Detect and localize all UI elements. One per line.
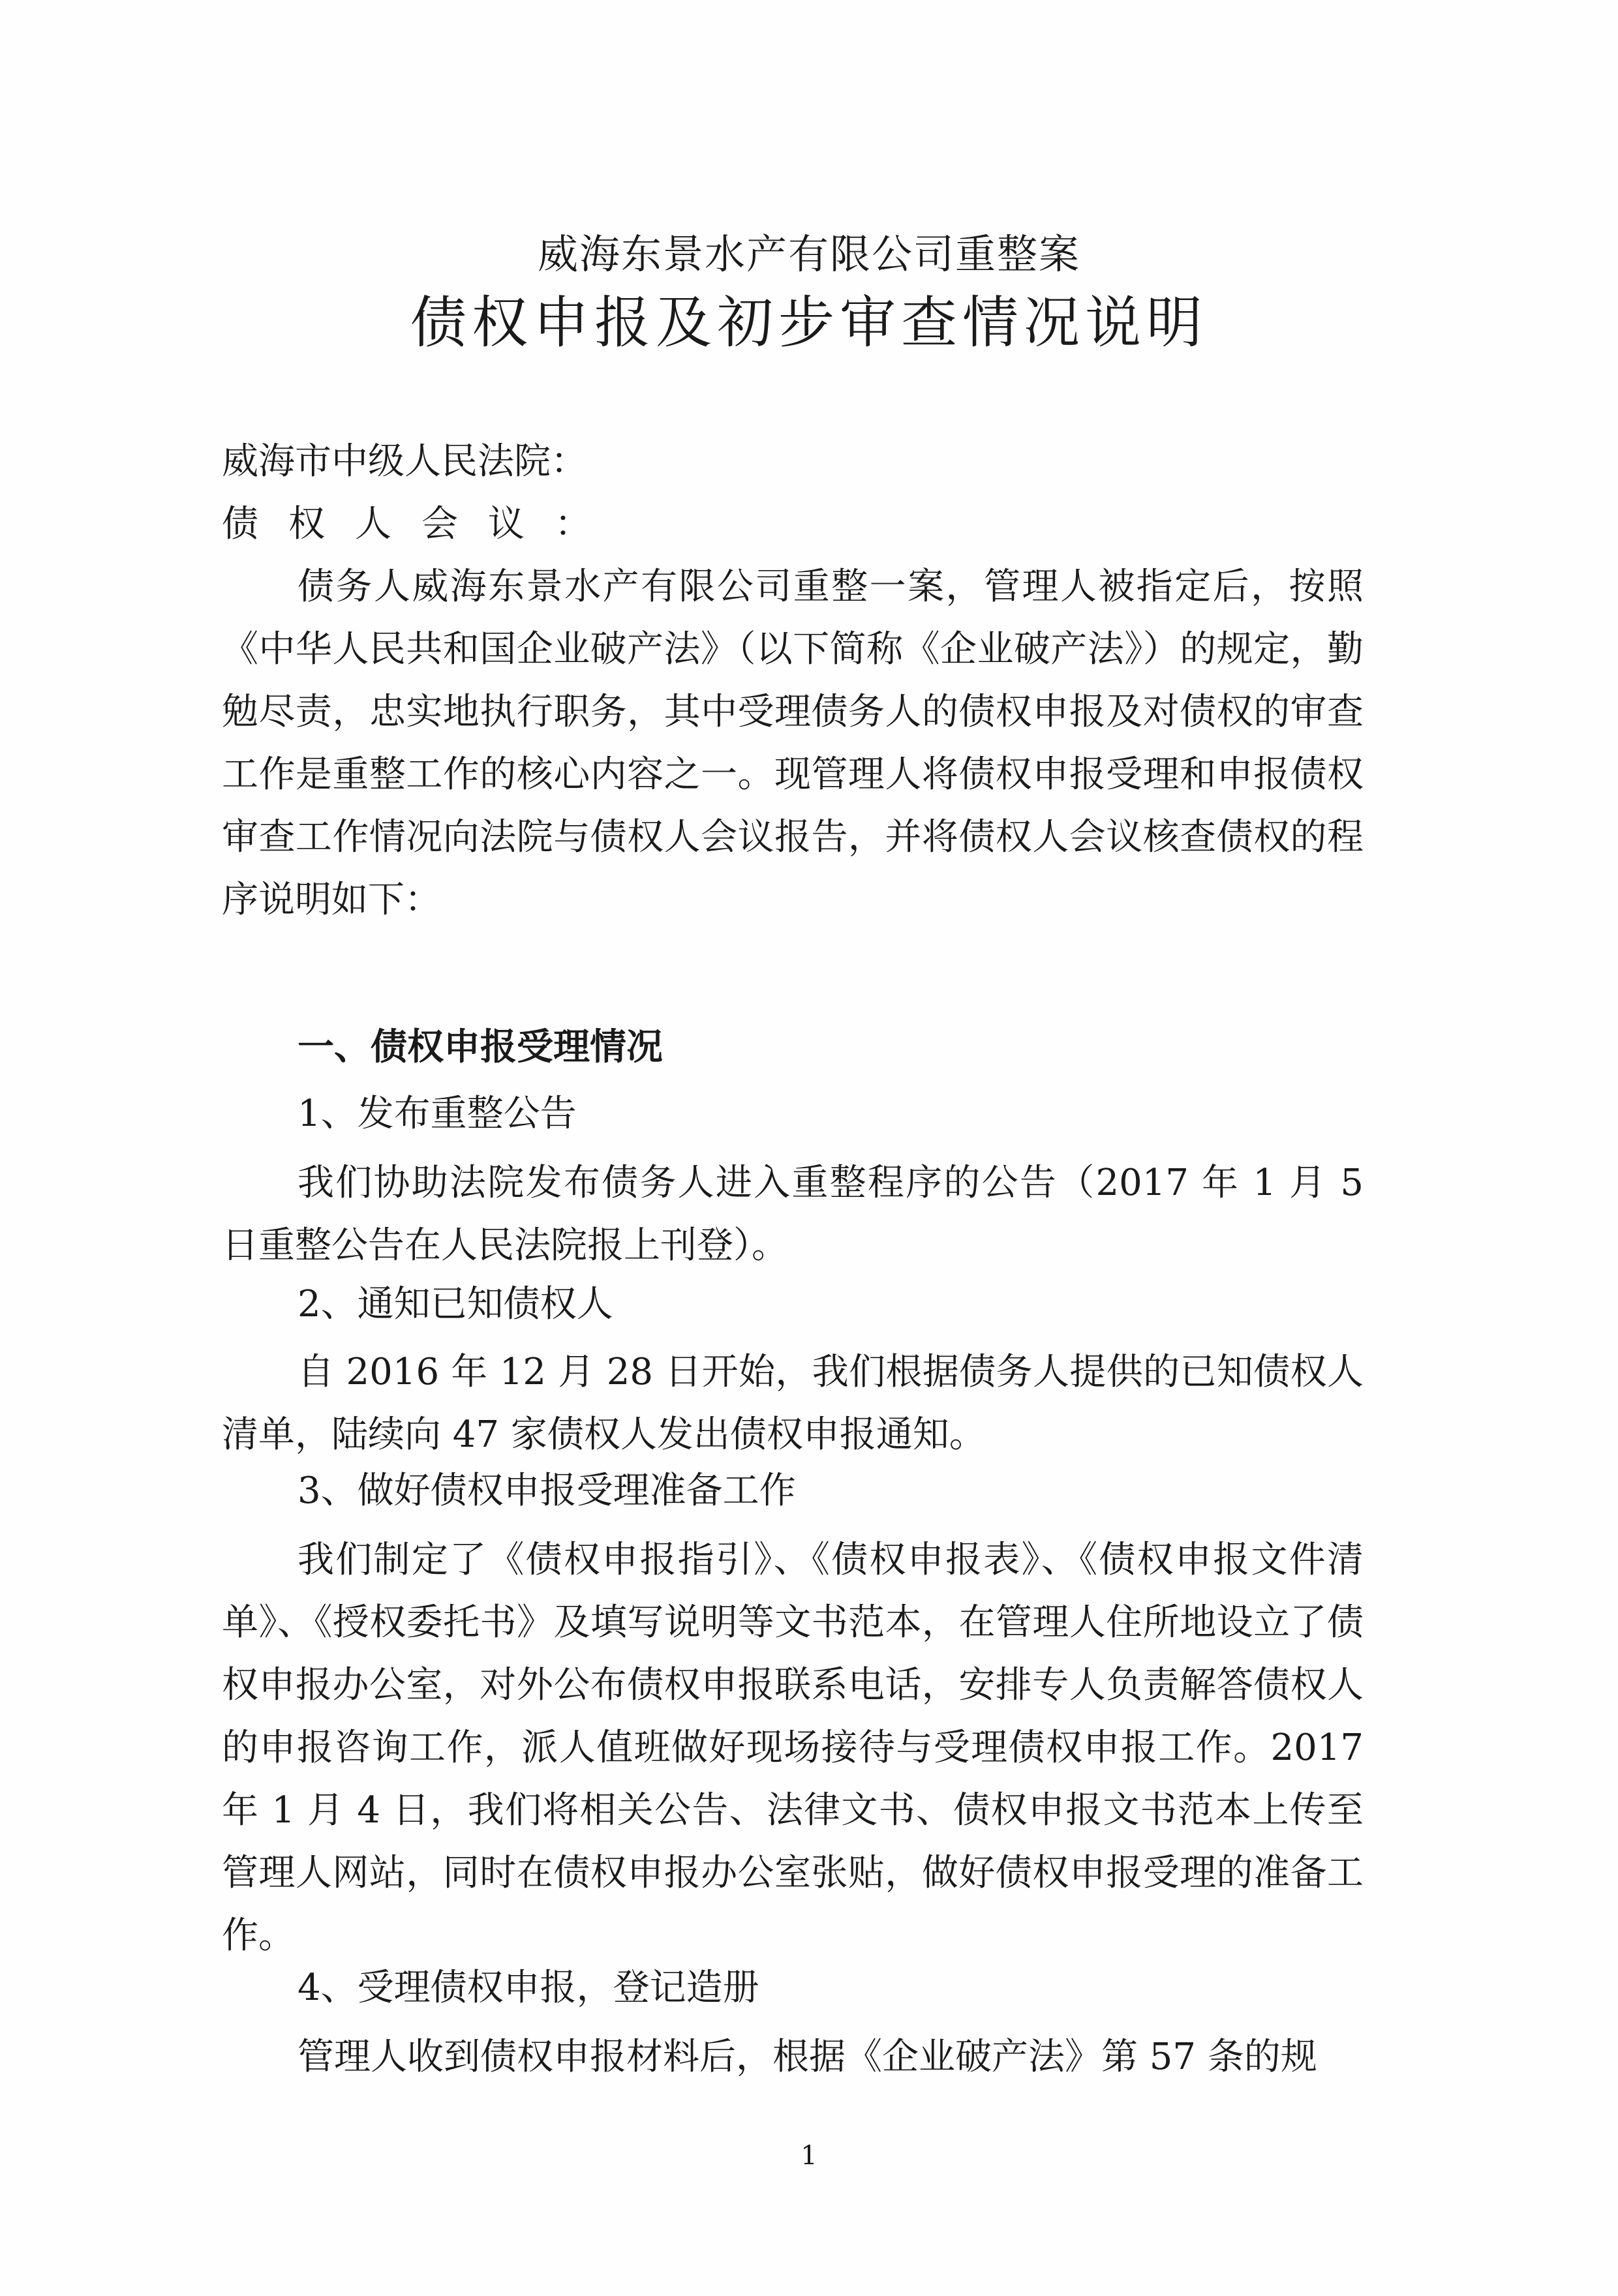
item-heading-4: 4、受理债权申报，登记造册 xyxy=(298,1967,759,2009)
document-title: 债权申报及初步审查情况说明 xyxy=(410,290,1208,355)
intro-paragraph: 债务人威海东景水产有限公司重整一案，管理人被指定后，按照《中华人民共和国企业破产法》（以下简称《企业破产法》）的规定，勤勉尽责，忠实地执行职务，其中受理债务人的债权申报及对债权的审查工作是重整工作的核心内容之一。现管理人将债权申报受理和申报债权审查工作情况向法院与债权人会议报告，并将债权人会议核查债权的程序说明如下： xyxy=(222,566,1364,921)
item-heading-1: 1、发布重整公告 xyxy=(298,1093,577,1135)
item-text-3: 我们制定了《债权申报指引》、《债权申报表》、《债权申报文件清单》、《授权委托书》及填写说明等文书范本，在管理人住所地设立了债权申报办公室，对外公布债权申报联系电话，安排专人负责解答债权人的申报咨询工作，派人值班做好现场接待与受理债权申报工作。2017 年 1 月 4 日，我们将相关公告、法律文书、债权申报文书范本上传至管理人网站，同时在债权申报办公室张贴，做好债权申报受理的准备工作。 xyxy=(222,1539,1364,1957)
item-text-1: 我们协助法院发布债务人进入重整程序的公告（2017 年 1 月 5 日重整公告在人民法院报上刊登）。 xyxy=(222,1162,1364,1267)
item-heading-3: 3、做好债权申报受理准备工作 xyxy=(298,1470,796,1512)
item-heading-2: 2、通知已知债权人 xyxy=(298,1283,613,1325)
item-text-4: 管理人收到债权申报材料后，根据《企业破产法》第 57 条的规 xyxy=(298,2036,1317,2078)
item-text-2: 自 2016 年 12 月 28 日开始，我们根据债务人提供的已知债权人清单，陆续向 47 家债权人发出债权申报通知。 xyxy=(222,1351,1364,1456)
addressee-court: 威海市中级人民法院： xyxy=(222,440,587,483)
page-number: 1 xyxy=(801,2141,817,2171)
addressee-meeting: 债权人会议： xyxy=(222,503,621,545)
section-heading-1: 一、债权申报受理情况 xyxy=(298,1025,663,1068)
document-subtitle: 威海东景水产有限公司重整案 xyxy=(537,230,1080,278)
